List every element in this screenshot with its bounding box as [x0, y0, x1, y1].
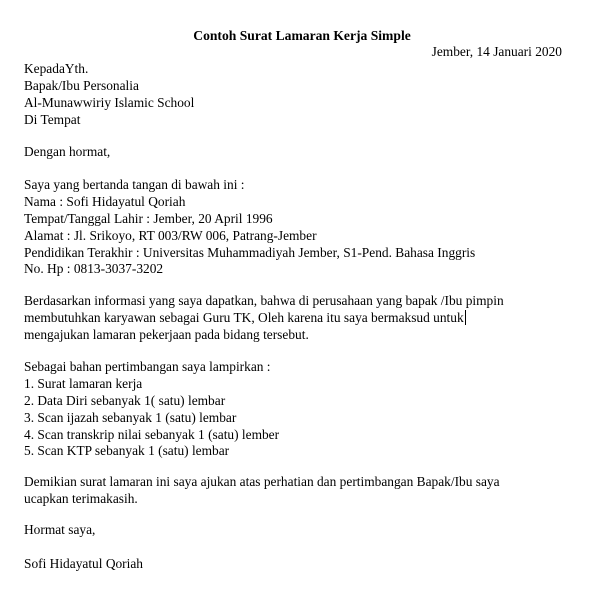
- attachments-block: [24, 359, 594, 460]
- closing-line: Demikian surat lamaran ini saya ajukan atas perhatian dan pertimbangan Bapak/Ibu saya: [24, 474, 500, 489]
- recipient-line: Di Tempat: [24, 111, 81, 127]
- attachment-item: 1. Surat lamaran kerja: [24, 375, 143, 391]
- body-line: Berdasarkan informasi yang saya dapatkan, bahwa di perusahaan yang bapak /Ibu pimpin: [24, 293, 504, 308]
- identity-name: Nama : Sofi Hidayatul Qoriah: [24, 193, 186, 209]
- body-paragraph: [24, 293, 594, 344]
- body-line: [24, 310, 594, 327]
- closing-line: ucapkan terimakasih.: [24, 490, 138, 506]
- greeting-block: [24, 144, 594, 161]
- identity-birth: Tempat/Tanggal Lahir : Jember, 20 April 1996: [24, 210, 273, 226]
- attachment-item: 4. Scan transkrip nilai sebanyak 1 (satu) lember: [24, 426, 280, 442]
- sign-off-block: [24, 522, 594, 539]
- sign-off: Hormat saya,: [24, 522, 96, 537]
- attachments-intro: Sebagai bahan pertimbangan saya lampirkan :: [24, 359, 271, 374]
- intro-line: Saya yang bertanda tangan di bawah ini :: [24, 177, 245, 192]
- attachment-item: 5. Scan KTP sebanyak 1 (satu) lembar: [24, 443, 230, 459]
- body-line: mengajukan lamaran pekerjaan pada bidang tersebut.: [24, 326, 309, 342]
- signature-block: [24, 556, 594, 573]
- identity-phone: No. Hp : 0813-3037-3202: [24, 261, 164, 277]
- letter-date: Jember, 14 Januari 2020: [431, 44, 562, 59]
- letter-title: Contoh Surat Lamaran Kerja Simple: [193, 28, 411, 43]
- attachment-item: 2. Data Diri sebanyak 1( satu) lembar: [24, 392, 226, 408]
- body-line-text: membutuhkan karyawan sebagai Guru TK, Oleh karena itu saya bermaksud untuk: [24, 309, 464, 325]
- closing-paragraph: [24, 474, 594, 508]
- greeting: Dengan hormat,: [24, 144, 111, 159]
- identity-education: Pendidikan Terakhir : Universitas Muhammadiyah Jember, S1-Pend. Bahasa Inggris: [24, 244, 476, 260]
- attachment-item: 3. Scan ijazah sebanyak 1 (satu) lembar: [24, 409, 237, 425]
- recipient-line: KepadaYth.: [24, 61, 89, 76]
- identity-block: [24, 177, 594, 278]
- text-cursor: [465, 310, 466, 325]
- recipient-block: [24, 61, 594, 129]
- signature-name: Sofi Hidayatul Qoriah: [24, 556, 144, 571]
- recipient-line: Bapak/Ibu Personalia: [24, 77, 139, 93]
- recipient-line: Al-Munawwiriy Islamic School: [24, 94, 195, 110]
- identity-address: Alamat : Jl. Srikoyo, RT 003/RW 006, Patrang-Jember: [24, 227, 317, 243]
